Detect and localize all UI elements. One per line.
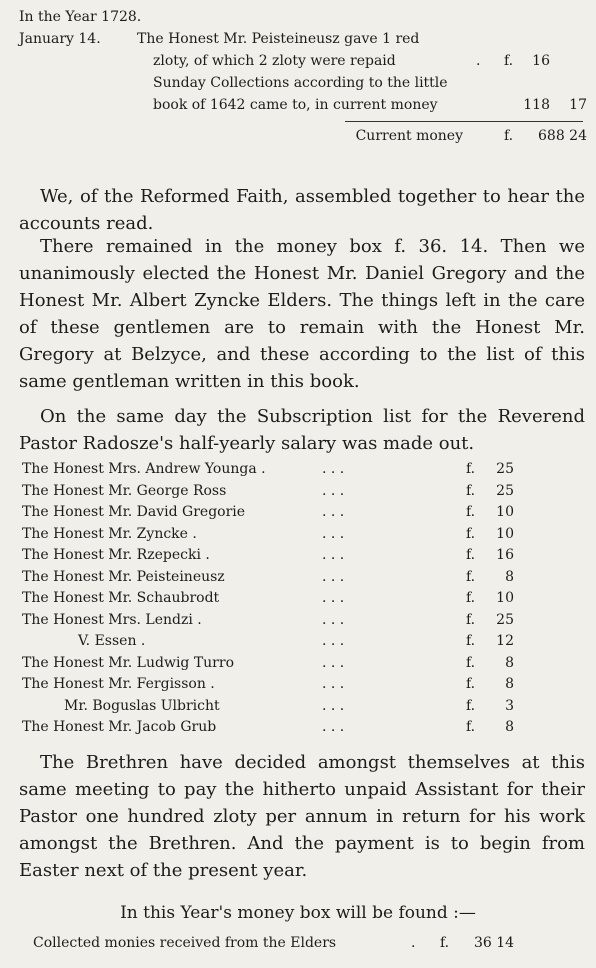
leader-dots: . . .	[322, 568, 345, 585]
subscription-amount: 25	[496, 482, 514, 499]
entry-text: The Honest Mr. Peisteineusz gave 1 red	[137, 31, 420, 47]
leader-dots: . . .	[322, 697, 345, 714]
currency-symbol: f.	[466, 654, 476, 671]
subscription-row	[22, 610, 582, 632]
subscription-amount: 16	[496, 547, 514, 563]
ledger-line-3	[19, 72, 589, 94]
subscription-amount: 10	[496, 525, 514, 542]
leader-dot: .	[411, 935, 416, 951]
subscription-row	[22, 459, 582, 481]
subscription-row	[22, 653, 582, 675]
leader-dots: . . .	[322, 547, 345, 563]
leader-dots: . . .	[322, 525, 345, 542]
entry-text: book of 1642 came to, in current money	[153, 97, 438, 113]
currency-symbol: f.	[466, 697, 476, 714]
subscriber-name: V. Essen .	[78, 633, 146, 649]
subscription-amount: 3	[505, 697, 514, 714]
currency-symbol: f.	[466, 547, 476, 563]
subscriber-name: The Honest Mr. Zyncke .	[22, 525, 197, 542]
currency-symbol: f.	[466, 676, 476, 692]
subscription-amount: 8	[505, 654, 514, 671]
subscription-amount: 8	[505, 676, 514, 692]
subscription-amount: 10	[496, 504, 514, 520]
subscriber-name: The Honest Mr. David Gregorie	[22, 504, 246, 520]
subscription-amount: 12	[496, 633, 514, 649]
currency-symbol: f.	[466, 525, 476, 542]
total-amount: 688 24	[538, 128, 587, 144]
leader-dots: . . .	[322, 482, 345, 499]
subscriber-name: The Honest Mr. Ludwig Turro	[22, 654, 234, 671]
subscriber-name: The Honest Mr. Jacob Grub	[22, 719, 217, 735]
leader-dots: . . .	[322, 504, 345, 520]
currency-symbol: f.	[466, 719, 476, 735]
entry-text: zloty, of which 2 zloty were repaid	[153, 53, 396, 69]
subscription-row	[22, 524, 582, 546]
entry-amount: 16	[532, 53, 550, 69]
subscriber-name: The Honest Mr. Peisteineusz	[22, 568, 225, 585]
subscription-list	[22, 459, 582, 739]
currency-symbol: f.	[466, 482, 476, 499]
leader-dots: . . .	[322, 676, 345, 692]
subscription-amount: 8	[505, 568, 514, 585]
entry-date: January 14.	[19, 31, 101, 47]
ledger-line-1	[19, 28, 589, 50]
subscription-amount: 8	[505, 719, 514, 735]
currency-symbol: f.	[466, 590, 476, 606]
currency-symbol: f.	[504, 53, 514, 69]
subscription-amount: 10	[496, 590, 514, 606]
subscriber-name: The Honest Mr. George Ross	[22, 482, 227, 499]
leader-dots: . . .	[322, 719, 345, 735]
paragraph-assistant: The Brethren have decided amongst themselves at this same meeting to pay the hitherto unpaid Assistant for their Pastor one hundred zloty per annum in return for his work amongst the Brethren. And the payment is to begin from Easter next of the present year.	[19, 752, 585, 881]
entry-amount-pence: 17	[569, 97, 587, 113]
leader-dots: . . .	[322, 461, 345, 477]
collected-label: Collected monies received from the Elders	[33, 935, 337, 951]
subscriber-name: The Honest Mr. Fergisson .	[22, 676, 215, 692]
currency-symbol: f.	[440, 935, 450, 951]
total-rule	[345, 121, 583, 122]
year-heading: In the Year 1728.	[19, 9, 142, 25]
subscription-amount: 25	[496, 611, 514, 628]
paragraph-assembly: We, of the Reformed Faith, assembled together to hear the accounts read.	[19, 186, 585, 234]
subscription-row	[22, 502, 582, 524]
subscription-row	[22, 674, 582, 696]
subscription-row	[22, 567, 582, 589]
paragraph-subscription: On the same day the Subscription list for the Reverend Pastor Radosze's half-yearly salary was made out.	[19, 406, 585, 454]
currency-symbol: f.	[466, 504, 476, 520]
leader-dots: . . .	[322, 633, 345, 649]
entry-text: Sunday Collections according to the little	[153, 75, 448, 91]
currency-symbol: f.	[504, 128, 514, 144]
subscriber-name: The Honest Mrs. Andrew Younga .	[22, 461, 266, 477]
subscriber-name: Mr. Boguslas Ulbricht	[64, 697, 220, 714]
subscription-amount: 25	[496, 461, 514, 477]
total-label: Current money	[355, 128, 463, 144]
subscription-row	[22, 545, 582, 567]
ledger-entry	[19, 28, 589, 116]
subscriber-name: The Honest Mr. Schaubrodt	[22, 590, 220, 606]
money-box-heading: In this Year's money box will be found :—	[120, 903, 476, 923]
entry-amount: 118	[523, 97, 550, 113]
currency-symbol: f.	[466, 568, 476, 585]
subscription-row	[22, 717, 582, 739]
subscriber-name: The Honest Mr. Rzepecki .	[22, 547, 210, 563]
leader-dots: . . .	[322, 654, 345, 671]
currency-symbol: f.	[466, 461, 476, 477]
subscription-row	[22, 588, 582, 610]
leader-dots: . . .	[322, 590, 345, 606]
subscriber-name: The Honest Mrs. Lendzi .	[22, 611, 202, 628]
paragraph-elders: There remained in the money box f. 36. 14. Then we unanimously elected the Honest Mr. Daniel Gregory and the Honest Mr. Albert Zyncke Elders. The things left in the care of these gentlemen are to remain with the Honest Mr. Gregory at Belzyce, and these according to the list of this same gentleman written in this book.	[19, 236, 585, 392]
currency-symbol: f.	[466, 611, 476, 628]
subscription-row	[22, 631, 582, 653]
subscription-row	[22, 696, 582, 718]
collected-line	[33, 935, 573, 957]
currency-symbol: f.	[466, 633, 476, 649]
collected-amount: 36 14	[474, 935, 515, 951]
current-money-total	[19, 125, 589, 147]
ledger-line-2	[19, 50, 589, 72]
leader-dot: .	[476, 53, 481, 69]
leader-dots: . . .	[322, 611, 345, 628]
ledger-line-4	[19, 94, 589, 116]
subscription-row	[22, 481, 582, 503]
